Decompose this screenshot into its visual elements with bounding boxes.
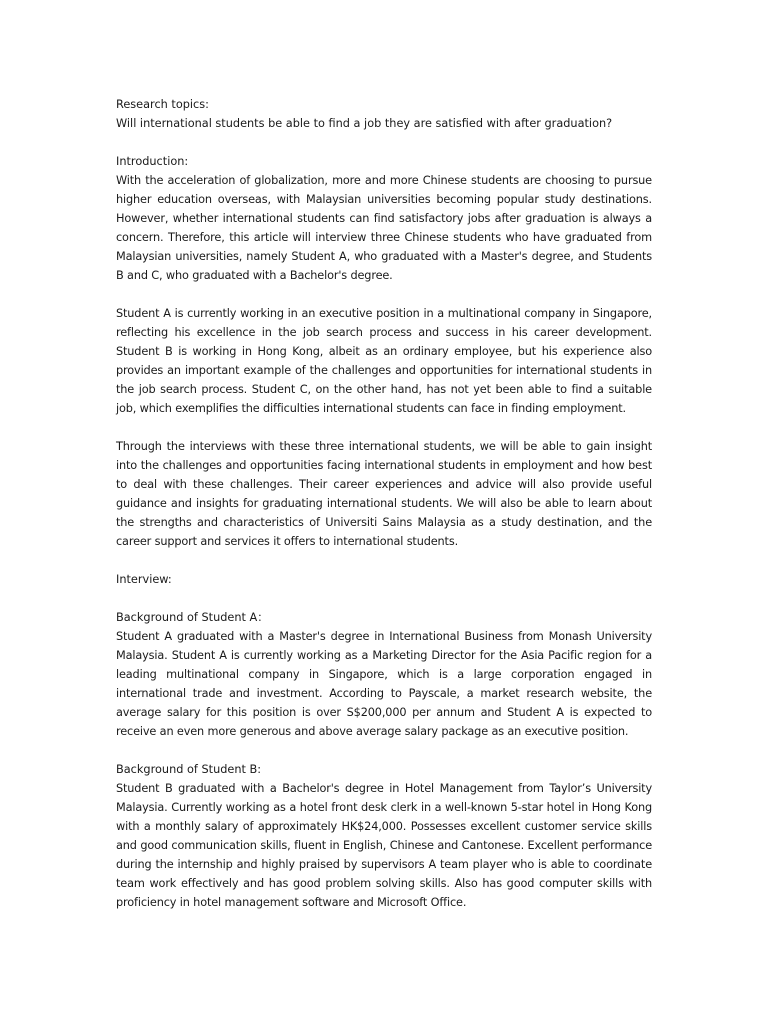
interview-heading: Interview: bbox=[116, 573, 172, 586]
introduction-paragraph-3: Through the interviews with these three international students, we will be able to gain insight into the challenges and opportunities facing international students in employment and how best to deal with these challenges. Their career experiences and advice will also provide useful guidance and insights for graduating international students. We will also be able to learn about the strengths and characteristics of Universiti Sains Malaysia as a study destination, and the career support and services it offers to international students. bbox=[116, 440, 652, 548]
spacer bbox=[116, 418, 652, 437]
research-question: Will international students be able to find a job they are satisfied with after graduation? bbox=[116, 117, 613, 130]
student-a-heading: Background of Student A： bbox=[116, 611, 269, 624]
spacer bbox=[116, 551, 652, 570]
research-topics-heading: Research topics: bbox=[116, 98, 209, 111]
introduction-paragraph-1: With the acceleration of globalization, more and more Chinese students are choosing to pursue higher education overseas, with Malaysian universities becoming popular study destinations. However, whether international students can find satisfactory jobs after graduation is always a concern. Therefore, this article will interview three Chinese students who have graduated from Malaysian universities, namely Student A, who graduated with a Master's degree, and Students B and C, who graduated with a Bachelor's degree. bbox=[116, 174, 652, 282]
spacer bbox=[116, 285, 652, 304]
student-a-paragraph: Student A graduated with a Master's degree in International Business from Monash University Malaysia. Student A is currently working as a Marketing Director for the Asia Pacific region for a leading multinational company in Singapore, which is a large corporation engaged in international trade and investment. According to Payscale, a market research website, the average salary for this position is over S$200,000 per annum and Student A is expected to receive an even more generous and above average salary package as an executive position. bbox=[116, 630, 652, 738]
document-page bbox=[116, 95, 652, 912]
student-b-paragraph: Student B graduated with a Bachelor's degree in Hotel Management from Taylor’s University Malaysia. Currently working as a hotel front desk clerk in a well-known 5-star hotel in Hong Kong with a monthly salary of approximately HK$24,000. Possesses excellent customer service skills and good communication skills, fluent in English, Chinese and Cantonese. Excellent performance during the internship and highly praised by supervisors A team player who is able to coordinate team work effectively and has good problem solving skills. Also has good computer skills with proficiency in hotel management software and Microsoft Office. bbox=[116, 782, 652, 909]
spacer bbox=[116, 741, 652, 760]
student-b-heading: Background of Student B: bbox=[116, 763, 262, 776]
spacer bbox=[116, 589, 652, 608]
introduction-heading: Introduction: bbox=[116, 155, 189, 168]
spacer bbox=[116, 133, 652, 152]
introduction-paragraph-2: Student A is currently working in an executive position in a multinational company in Singapore, reflecting his excellence in the job search process and success in his career development. Student B is working in Hong Kong, albeit as an ordinary employee, but his experience also provides an important example of the challenges and opportunities for international students in the job search process. Student C, on the other hand, has not yet been able to find a suitable job, which exemplifies the difficulties international students can face in finding employment. bbox=[116, 307, 652, 415]
